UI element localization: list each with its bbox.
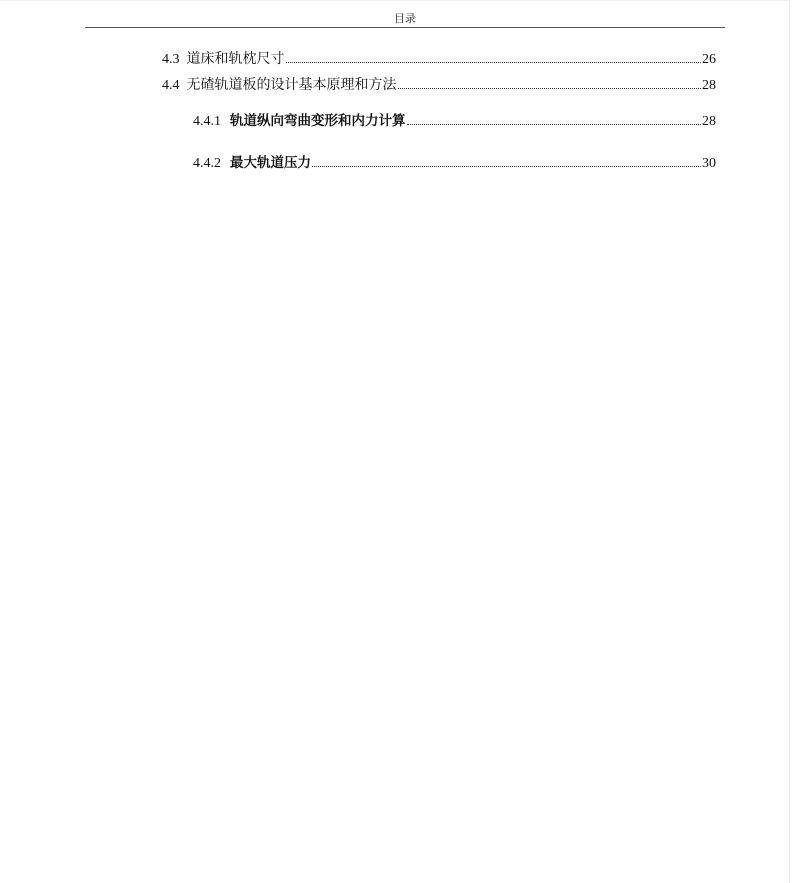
- running-header: [85, 11, 725, 28]
- header-title: 目录: [394, 13, 416, 25]
- toc-entry-page: 28: [702, 78, 716, 93]
- toc-entry-title: 道床和轨枕尺寸: [186, 52, 285, 67]
- toc-entry-page: 30: [702, 156, 716, 171]
- toc-entry-page: 28: [702, 114, 716, 129]
- dot-leader: [407, 113, 702, 125]
- toc-entry-title: 无碴轨道板的设计基本原理和方法: [186, 78, 397, 93]
- toc-entry-4-4-1[interactable]: [193, 112, 716, 131]
- toc-entry-4-4-2[interactable]: [193, 154, 716, 173]
- toc-entry-number: 4.3: [162, 52, 180, 67]
- toc-entry-title: 轨道纵向弯曲变形和内力计算: [230, 113, 406, 129]
- toc-entry-4-4[interactable]: [162, 77, 716, 95]
- toc-entry-number: 4.4.1: [193, 114, 221, 129]
- dot-leader: [286, 51, 702, 63]
- toc-entry-number: 4.4.2: [193, 156, 221, 171]
- dot-leader: [398, 77, 702, 89]
- dot-leader: [312, 155, 701, 167]
- toc-entry-number: 4.4: [162, 78, 180, 93]
- toc-entry-title: 最大轨道压力: [230, 155, 311, 171]
- toc-entry-page: 26: [702, 52, 716, 67]
- toc-entry-4-3[interactable]: [162, 51, 716, 69]
